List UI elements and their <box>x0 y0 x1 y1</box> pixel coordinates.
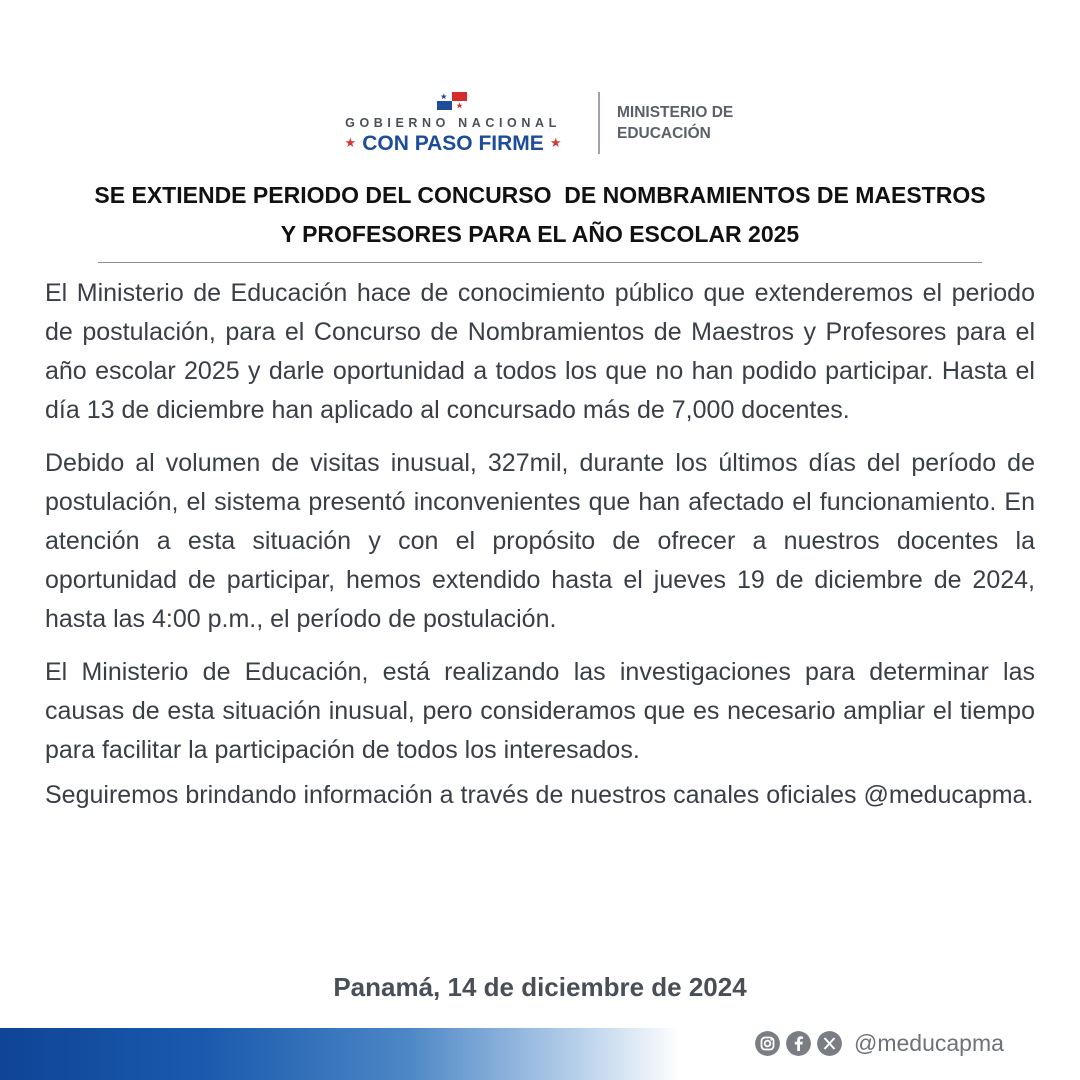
paragraph-1: El Ministerio de Educación hace de conocimiento público que extenderemos el periodo de postulación, para el Concurso de Nombramientos de Maestros y Profesores para el año escolar 2025 y darle oportunidad a todos los que no han podido participar. Hasta el día 13 de diciembre han aplicado al concursado más de 7,000 docentes. <box>45 279 1035 424</box>
ministry-line-1: MINISTERIO DE <box>617 104 734 121</box>
ministry-name <box>617 102 733 144</box>
paragraph-4: Seguiremos brindando información a través de nuestros canales oficiales @meducapma. <box>45 781 1034 809</box>
x-icon[interactable] <box>817 1031 842 1056</box>
ministry-line-2: EDUCACIÓN <box>617 125 711 142</box>
panama-flag-icon <box>437 92 467 110</box>
social-handle[interactable]: @meducapma <box>854 1029 1004 1056</box>
body-text <box>45 274 1035 815</box>
date-line: Panamá, 14 de diciembre de 2024 <box>333 972 747 1002</box>
headline <box>30 176 1050 254</box>
headline-line-1: SE EXTIENDE PERIODO DEL CONCURSO DE NOMBRAMIENTOS DE MAESTROS <box>94 182 986 208</box>
logo-divider <box>598 92 600 154</box>
logo-line-con-paso-firme: CON PASO FIRME <box>362 132 544 155</box>
paragraph-2: Debido al volumen de visitas inusual, 327mil, durante los últimos días del período de postulación, el sistema presentó inconvenientes que han afectado el funcionamiento. En atención a esta situación y con el propósito de ofrecer a nuestros docentes la oportunidad de participar, hemos extendido hasta el jueves 19 de diciembre de 2024, hasta las 4:00 p.m., el período de postulación. <box>45 449 1035 633</box>
star-icon: ★ <box>344 135 357 150</box>
logo-slogan <box>322 132 584 156</box>
title-divider <box>98 262 982 263</box>
footer-band <box>0 1028 680 1080</box>
paragraph-3: El Ministerio de Educación, está realizando las investigaciones para determinar las causas de esta situación inusual, pero consideramos que es necesario ampliar el tiempo para facilitar la participación de todos los interesados. <box>45 658 1035 764</box>
header <box>0 88 1080 160</box>
instagram-icon[interactable] <box>755 1031 780 1056</box>
facebook-icon[interactable] <box>786 1031 811 1056</box>
headline-line-2: Y PROFESORES PARA EL AÑO ESCOLAR 2025 <box>280 221 800 247</box>
social-bar <box>755 1028 1004 1058</box>
logo-line-gobierno: GOBIERNO NACIONAL <box>345 116 561 130</box>
star-icon: ★ <box>549 135 562 150</box>
